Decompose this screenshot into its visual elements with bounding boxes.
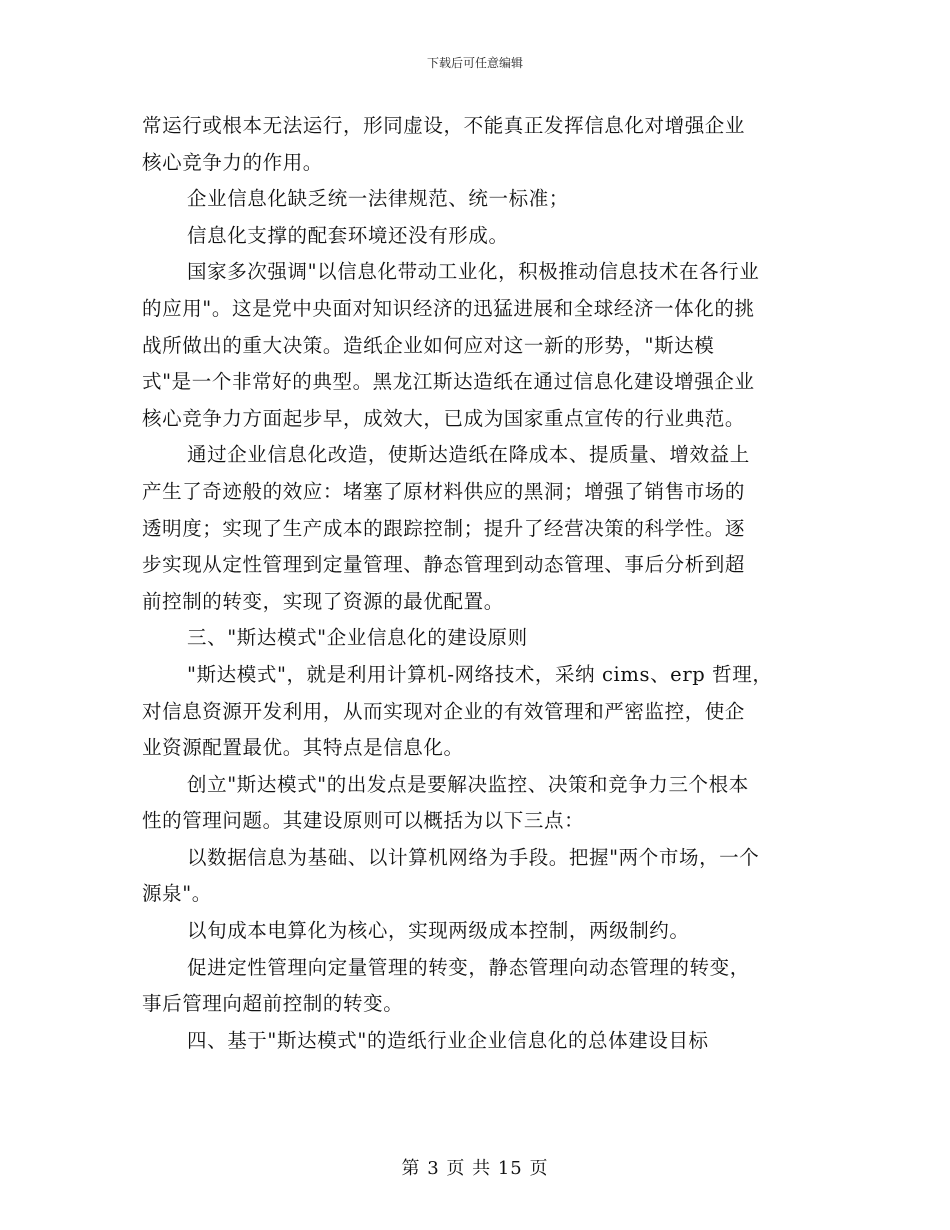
text-line: 信息化支撑的配套环境还没有形成。 xyxy=(187,223,509,247)
text-line: 促进定性管理向定量管理的转变，静态管理向动态管理的转变， xyxy=(187,955,750,979)
page-header: 下载后可任意编辑 xyxy=(426,56,523,70)
text-line: 步实现从定性管理到定量管理、静态管理到动态管理、事后分析到超 xyxy=(142,553,746,577)
text-line: 透明度；实现了生产成本的跟踪控制；提升了经营决策的科学性。逐 xyxy=(142,516,746,540)
text-line: 创立"斯达模式"的出发点是要解决监控、决策和竞争力三个根本 xyxy=(187,772,749,796)
text-line: 企业信息化缺乏统一法律规范、统一标准； xyxy=(187,187,569,211)
text-line: 前控制的转变，实现了资源的最优配置。 xyxy=(142,589,504,613)
text-line: 对信息资源开发利用，从而实现对企业的有效管理和严密监控，使企 xyxy=(142,699,746,723)
text-line: 以数据信息为基础、以计算机网络为手段。把握"两个市场，一个 xyxy=(187,845,760,869)
text-line: 事后管理向超前控制的转变。 xyxy=(142,992,404,1016)
text-line: 通过企业信息化改造，使斯达造纸在降成本、提质量、增效益上 xyxy=(187,443,750,467)
text-line: 式"是一个非常好的典型。黑龙江斯达造纸在通过信息化建设增强企业 xyxy=(142,370,755,394)
text-line: 国家多次强调"以信息化带动工业化，积极推动信息技术在各行业 xyxy=(187,260,760,284)
page-footer: 第 3 页 共 15 页 xyxy=(401,1158,549,1179)
text-line: 以旬成本电算化为核心，实现两级成本控制，两级制约。 xyxy=(187,919,690,943)
section-heading: 四、基于"斯达模式"的造纸行业企业信息化的总体建设目标 xyxy=(187,1028,709,1052)
text-line: 核心竞争力的作用。 xyxy=(142,150,323,174)
document-body xyxy=(142,108,810,1059)
text-line: 业资源配置最优。其特点是信息化。 xyxy=(142,736,464,760)
text-line: 战所做出的重大决策。造纸企业如何应对这一新的形势，"斯达模 xyxy=(142,333,715,357)
text-line: 性的管理问题。其建设原则可以概括为以下三点： xyxy=(142,809,585,833)
text-line: 产生了奇迹般的效应：堵塞了原材料供应的黑洞；增强了销售市场的 xyxy=(142,479,746,503)
text-line: 的应用"。这是党中央面对知识经济的迅猛进展和全球经济一体化的挑 xyxy=(142,296,755,320)
text-line: 源泉"。 xyxy=(142,882,212,906)
section-heading: 三、"斯达模式"企业信息化的建设原则 xyxy=(187,626,528,650)
text-line: 核心竞争力方面起步早，成效大，已成为国家重点宣传的行业典范。 xyxy=(142,406,746,430)
text-line: 常运行或根本无法运行，形同虚设，不能真正发挥信息化对增强企业 xyxy=(142,114,746,137)
text-line: "斯达模式"，就是利用计算机-网络技术，采纳 cims、erp 哲理， xyxy=(187,662,773,686)
